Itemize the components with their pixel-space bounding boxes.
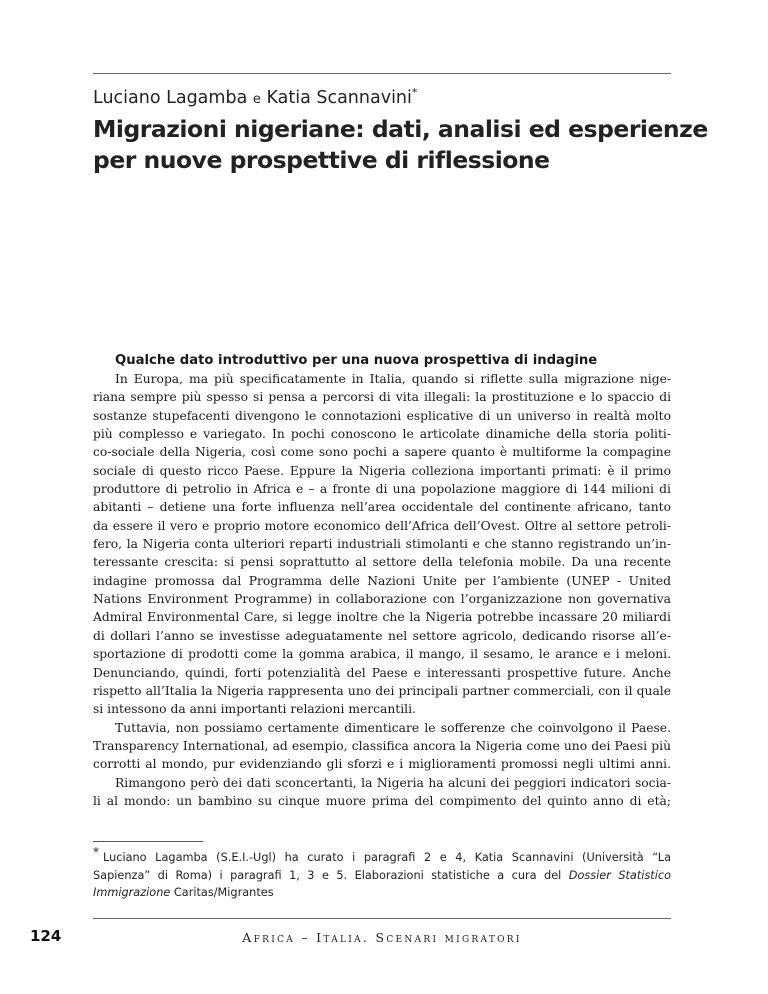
title-line: Migrazioni nigeriane: dati, analisi ed esperienze xyxy=(93,115,708,143)
page-number: 124 xyxy=(30,927,62,945)
body-line: Denunciando, quindi, forti potenzialità del Paese e interessanti prospettive future. Anche xyxy=(93,665,671,680)
body-line: li al mondo: un bambino su cinque muore prima del compimento del quinto anno di età; xyxy=(93,793,671,808)
footnote-rule xyxy=(93,841,203,842)
body-line: Tuttavia, non possiamo certamente dimenticare le sofferenze che coinvolgono il Paese. xyxy=(115,720,671,735)
article-title xyxy=(93,114,708,176)
running-footer: Africa – Italia. Scenari migratori xyxy=(242,930,522,945)
body-line: riana sempre più spesso si pensa a percorsi di vita illegali: la prostituzione e lo spaccio di xyxy=(93,390,671,405)
footnote-marker: * xyxy=(411,86,418,99)
body-line: sociale di questo ricco Paese. Eppure la Nigeria colleziona importanti primati: è il primo xyxy=(93,463,671,478)
footnote-italic: Immigrazione xyxy=(93,886,171,899)
body-line: da essere il vero e proprio motore economico dell’Africa dell’Ovest. Oltre al settore petroli- xyxy=(93,518,671,533)
body-line: In Europa, ma più specificatamente in Italia, quando si riflette sulla migrazione nige- xyxy=(115,372,671,386)
footnote xyxy=(93,844,671,902)
footnote-line xyxy=(93,867,671,885)
footnote-line xyxy=(93,884,671,902)
body-line: fero, la Nigeria conta ulteriori reparti industriali stimolanti e che stanno registrando un’in- xyxy=(93,537,671,552)
authors-line xyxy=(93,86,417,108)
body-line: Nations Environment Programme) in collaborazione con l’organizzazione non governativa xyxy=(93,592,671,607)
body-line: Transparency International, ad esempio, classifica ancora la Nigeria come uno dei Paesi più xyxy=(93,738,671,753)
footnote-text: Caritas/Migrantes xyxy=(170,886,274,899)
body-text xyxy=(93,370,671,810)
body-line: abitanti – detiene una forte influenza nell’area occidentale del continente africano, tanto xyxy=(93,500,671,515)
body-line: Admiral Environmental Care, si legge inoltre che la Nigeria potrebbe incassare 20 miliardi xyxy=(93,610,671,625)
body-line: più complesso e variegato. In pochi conoscono le articolate dinamiche della storia politi- xyxy=(93,427,671,442)
footnote-text: Sapienza” di Roma) i paragrafi 1, 3 e 5. Elaborazioni statistiche a cura del xyxy=(93,868,569,882)
title-line: per nuove prospettive di riflessione xyxy=(93,146,550,174)
author-name: Katia Scannavini xyxy=(266,88,412,108)
footnote-text: Luciano Lagamba (S.E.I.-Ugl) ha curato i paragrafi 2 e 4, Katia Scannavini (Università “La xyxy=(103,851,671,864)
footnote-italic: Dossier Statistico xyxy=(568,868,671,882)
footer-rule xyxy=(93,918,671,919)
body-line: produttore di petrolio in Africa e – a fronte di una popolazione maggiore di 144 milioni di xyxy=(93,482,671,497)
body-line: sostanze stupefacenti divengono le connotazioni esplicative di un universo in realtà molto xyxy=(93,408,671,423)
author-name: Luciano Lagamba xyxy=(93,88,248,108)
body-line: rispetto all’Italia la Nigeria rappresenta uno dei principali partner commerciali, con il quale xyxy=(93,683,671,698)
section-heading: Qualche dato introduttivo per una nuova prospettiva di indagine xyxy=(115,353,598,368)
body-line: indagine promossa dal Programma delle Nazioni Unite per l’ambiente (UNEP - United xyxy=(93,573,671,588)
body-line: corrotti al mondo, pur evidenziando gli sforzi e i miglioramenti promossi negli ultimi anni. xyxy=(93,757,671,772)
body-line: co-sociale della Nigeria, così come sono pochi a sapere quanto è multiforme la compagine xyxy=(93,445,671,460)
footnote-mark: * xyxy=(93,845,99,859)
header-rule xyxy=(93,73,671,74)
body-line: Rimangono però dei dati sconcertanti, la Nigeria ha alcuni dei peggiori indicatori socia- xyxy=(115,775,671,790)
body-line: sportazione di prodotti come la gomma arabica, il mango, il sesamo, le arance e i meloni. xyxy=(93,647,671,662)
body-line: si intessono da anni importanti relazioni mercantili. xyxy=(93,702,416,717)
body-line: di dollari l’anno se investisse adeguatamente nel settore agricolo, dedicando risorse all’e- xyxy=(93,628,671,643)
body-line: teressante crescita: si pensi soprattutto al settore della telefonia mobile. Da una recente xyxy=(93,555,671,570)
author-conjunction: e xyxy=(252,92,261,107)
footnote-line xyxy=(93,844,671,867)
